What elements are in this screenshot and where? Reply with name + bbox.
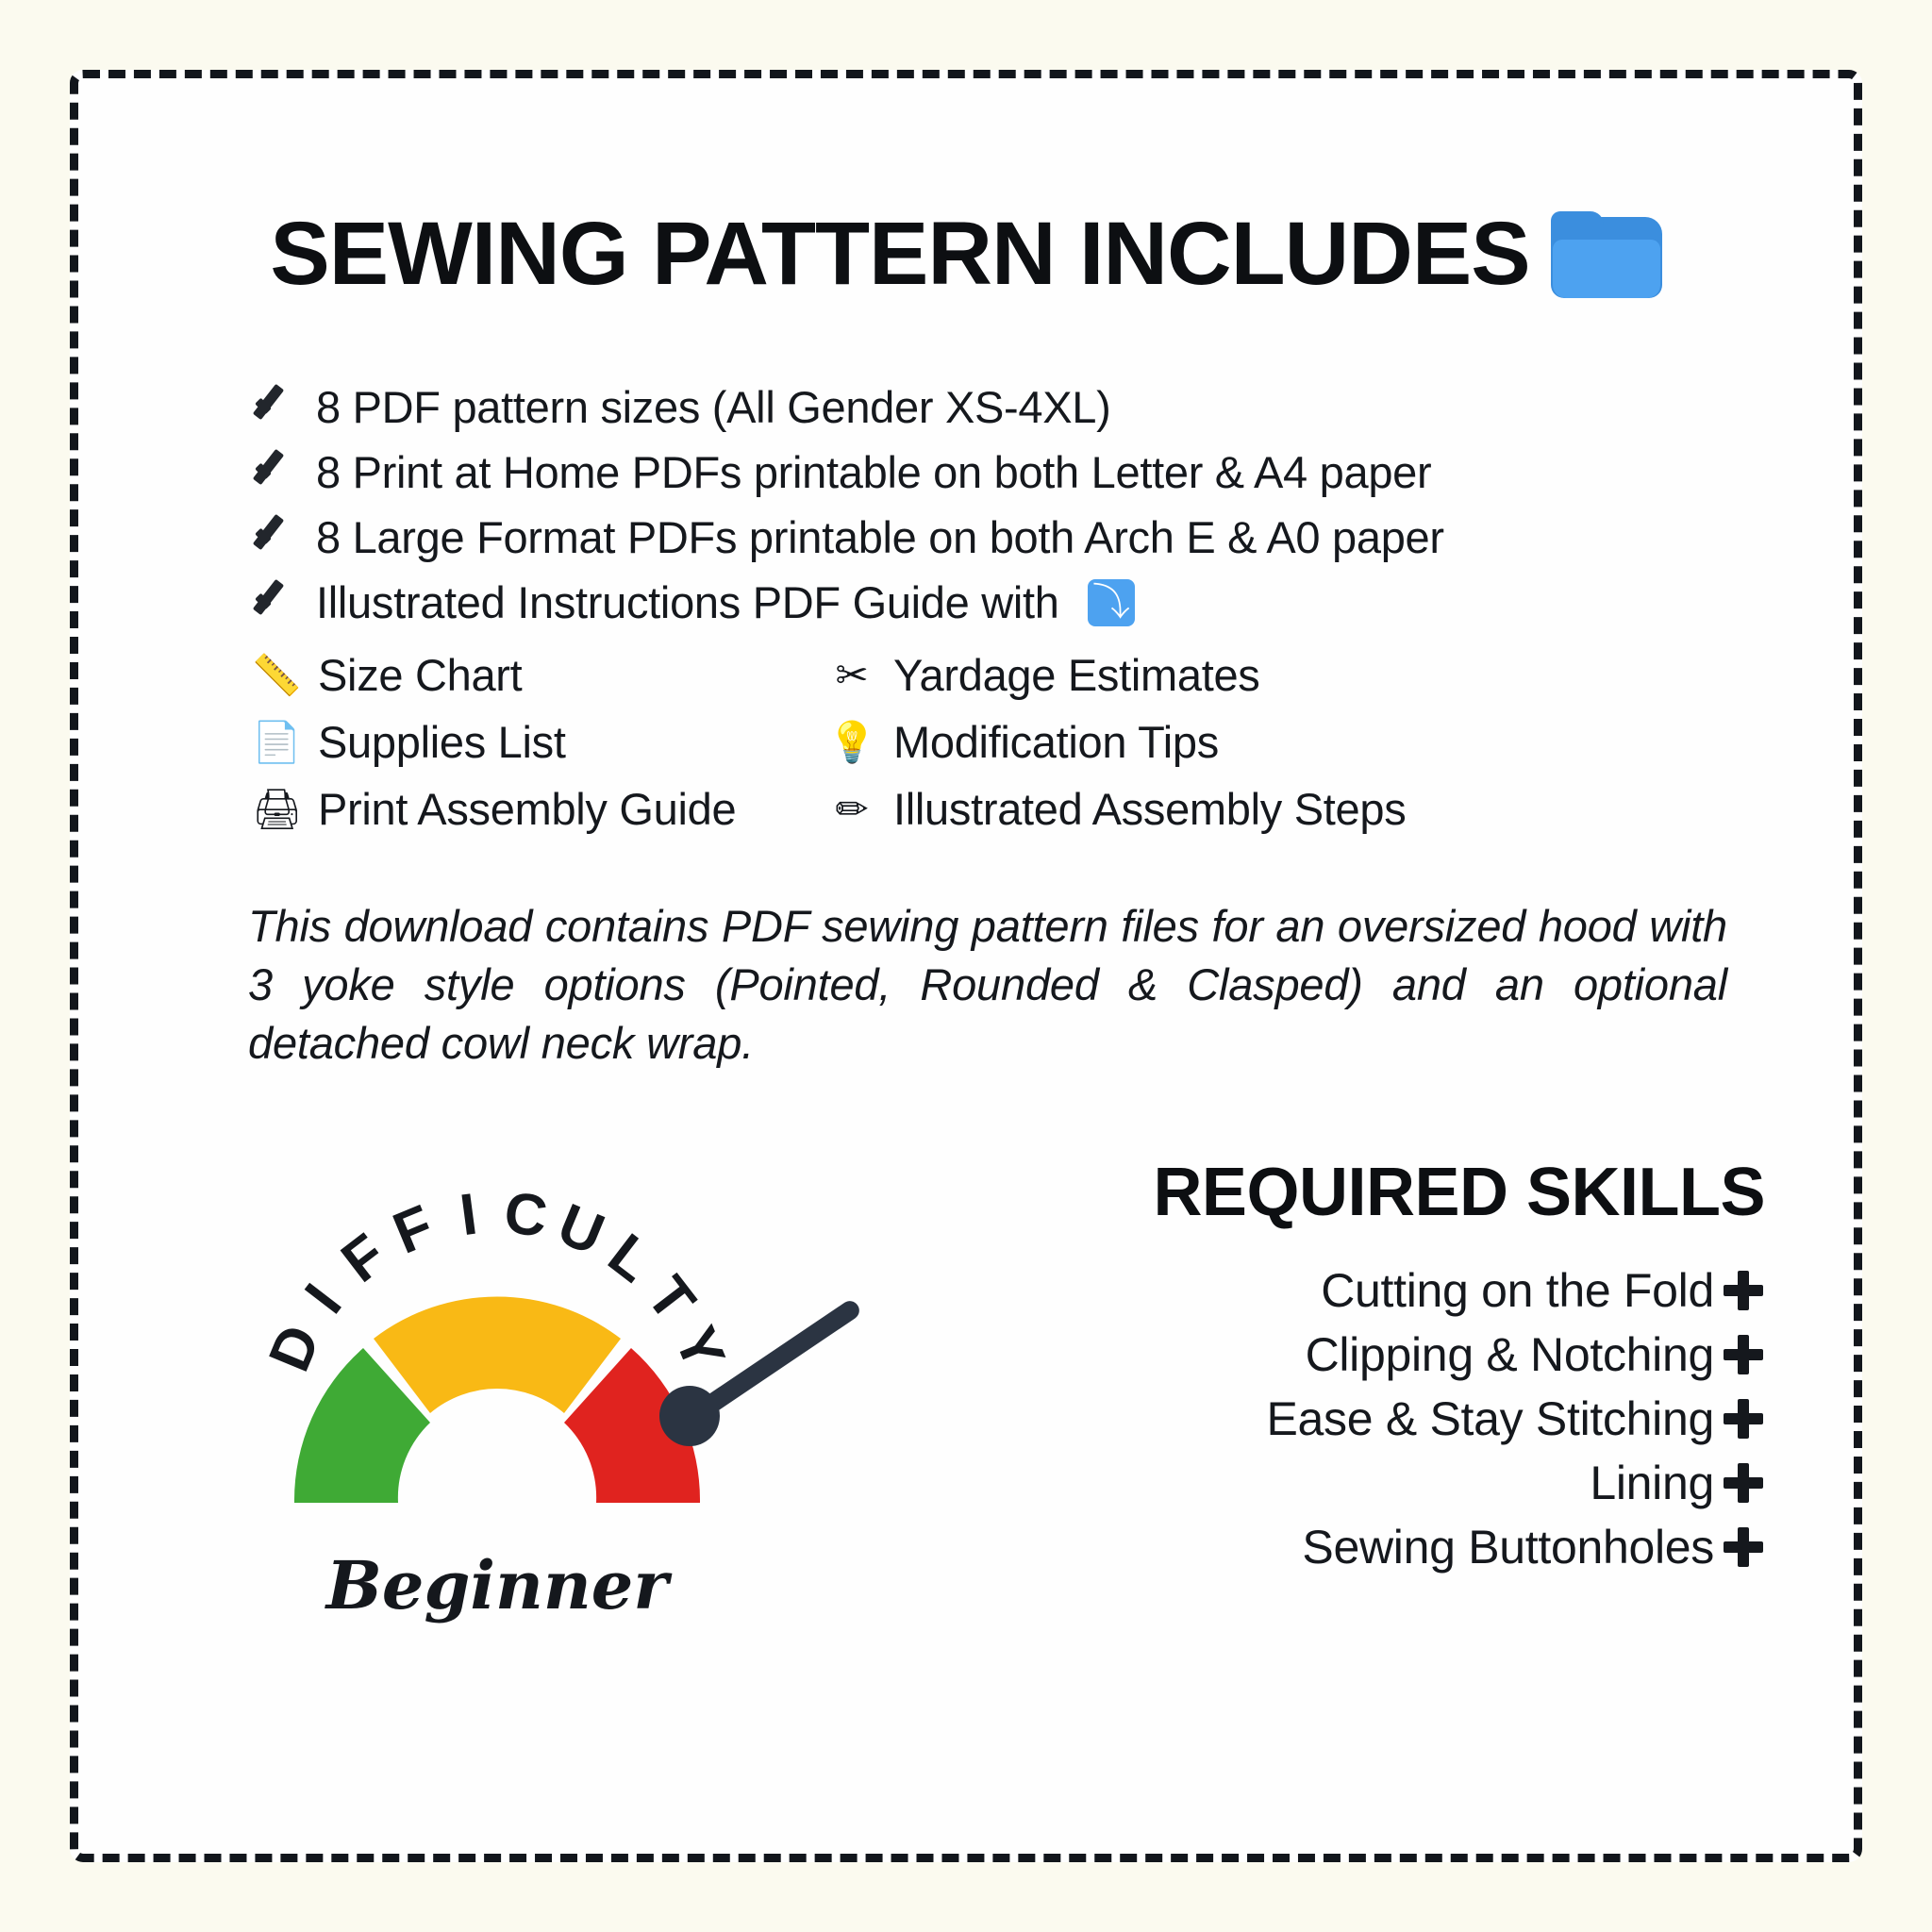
difficulty-level-label: Beginner [325,1546,669,1625]
difficulty-gauge [158,1154,761,1624]
list-item-label: Print Assembly Guide [318,784,737,834]
list-item [1029,1456,1765,1510]
ruler-icon: 📏 [252,651,301,698]
lightbulb-icon: 💡 [827,718,876,765]
list-item-label: 8 PDF pattern sizes (All Gender XS-4XL) [316,382,1111,432]
list-item [252,446,1774,498]
description-paragraph: This download contains PDF sewing pattern files for an oversized hood with 3 yoke style options (Pointed, Rounded & Clasped) and an optional detached cowl neck wrap. [248,901,1727,1069]
pattern-info-card [70,70,1862,1862]
list-item-label: Supplies List [318,717,566,767]
folder-icon [1551,211,1662,298]
gauge-hub [659,1386,720,1446]
list-item [252,783,827,835]
list-item [252,511,1774,563]
list-item [1029,1520,1765,1574]
plus-icon [1722,1461,1765,1505]
list-item [827,783,1774,835]
gauge-dial [242,1220,752,1531]
check-icon [252,513,295,562]
difficulty-arc-label: D I F F I C U L T Y [257,1179,738,1381]
list-item-label: Illustrated Assembly Steps [893,784,1407,834]
scissors-icon: ✂ [835,651,869,698]
list-item [1029,1263,1765,1318]
list-item-label: Sewing Buttonholes [1302,1521,1714,1574]
required-skills [1029,1154,1774,1584]
plus-icon [1722,1269,1765,1312]
list-item-label: 8 Large Format PDFs printable on both Arch E & A0 paper [316,512,1444,562]
list-item-label: Ease & Stay Stitching [1266,1392,1714,1446]
pencil-icon: ✏ [835,785,869,832]
list-item [1029,1391,1765,1446]
list-item-label: Yardage Estimates [893,650,1260,700]
list-item [252,576,1774,628]
list-item-label: Size Chart [318,650,523,700]
page-title-text: SEWING PATTERN INCLUDES [270,204,1530,304]
printer-icon: 🖨 [252,785,303,832]
list-item-label: Cutting on the Fold [1321,1264,1714,1318]
list-item-label: 8 Print at Home PDFs printable on both Letter & A4 paper [316,447,1432,497]
skills-title: REQUIRED SKILLS [1153,1155,1765,1231]
plus-icon [1722,1333,1765,1376]
list-item [827,716,1774,768]
check-icon [252,383,295,432]
plus-icon [1722,1525,1765,1569]
list-item-label: Illustrated Instructions PDF Guide with [316,577,1059,627]
list-item [1029,1327,1765,1382]
list-item-label: Modification Tips [893,717,1219,767]
list-item [252,716,827,768]
includes-checklist [158,381,1774,628]
document-icon: 📄 [252,718,301,765]
list-item [827,649,1774,701]
list-item-label: Lining [1590,1457,1714,1510]
check-icon [252,448,295,497]
check-icon [252,578,295,627]
list-item-label: Clipping & Notching [1305,1328,1714,1382]
arrow-curve-down-icon [1088,579,1135,626]
plus-icon [1722,1397,1765,1441]
page-title [158,203,1774,306]
guide-contents-grid [158,649,1774,835]
list-item [252,381,1774,433]
list-item [252,649,827,701]
